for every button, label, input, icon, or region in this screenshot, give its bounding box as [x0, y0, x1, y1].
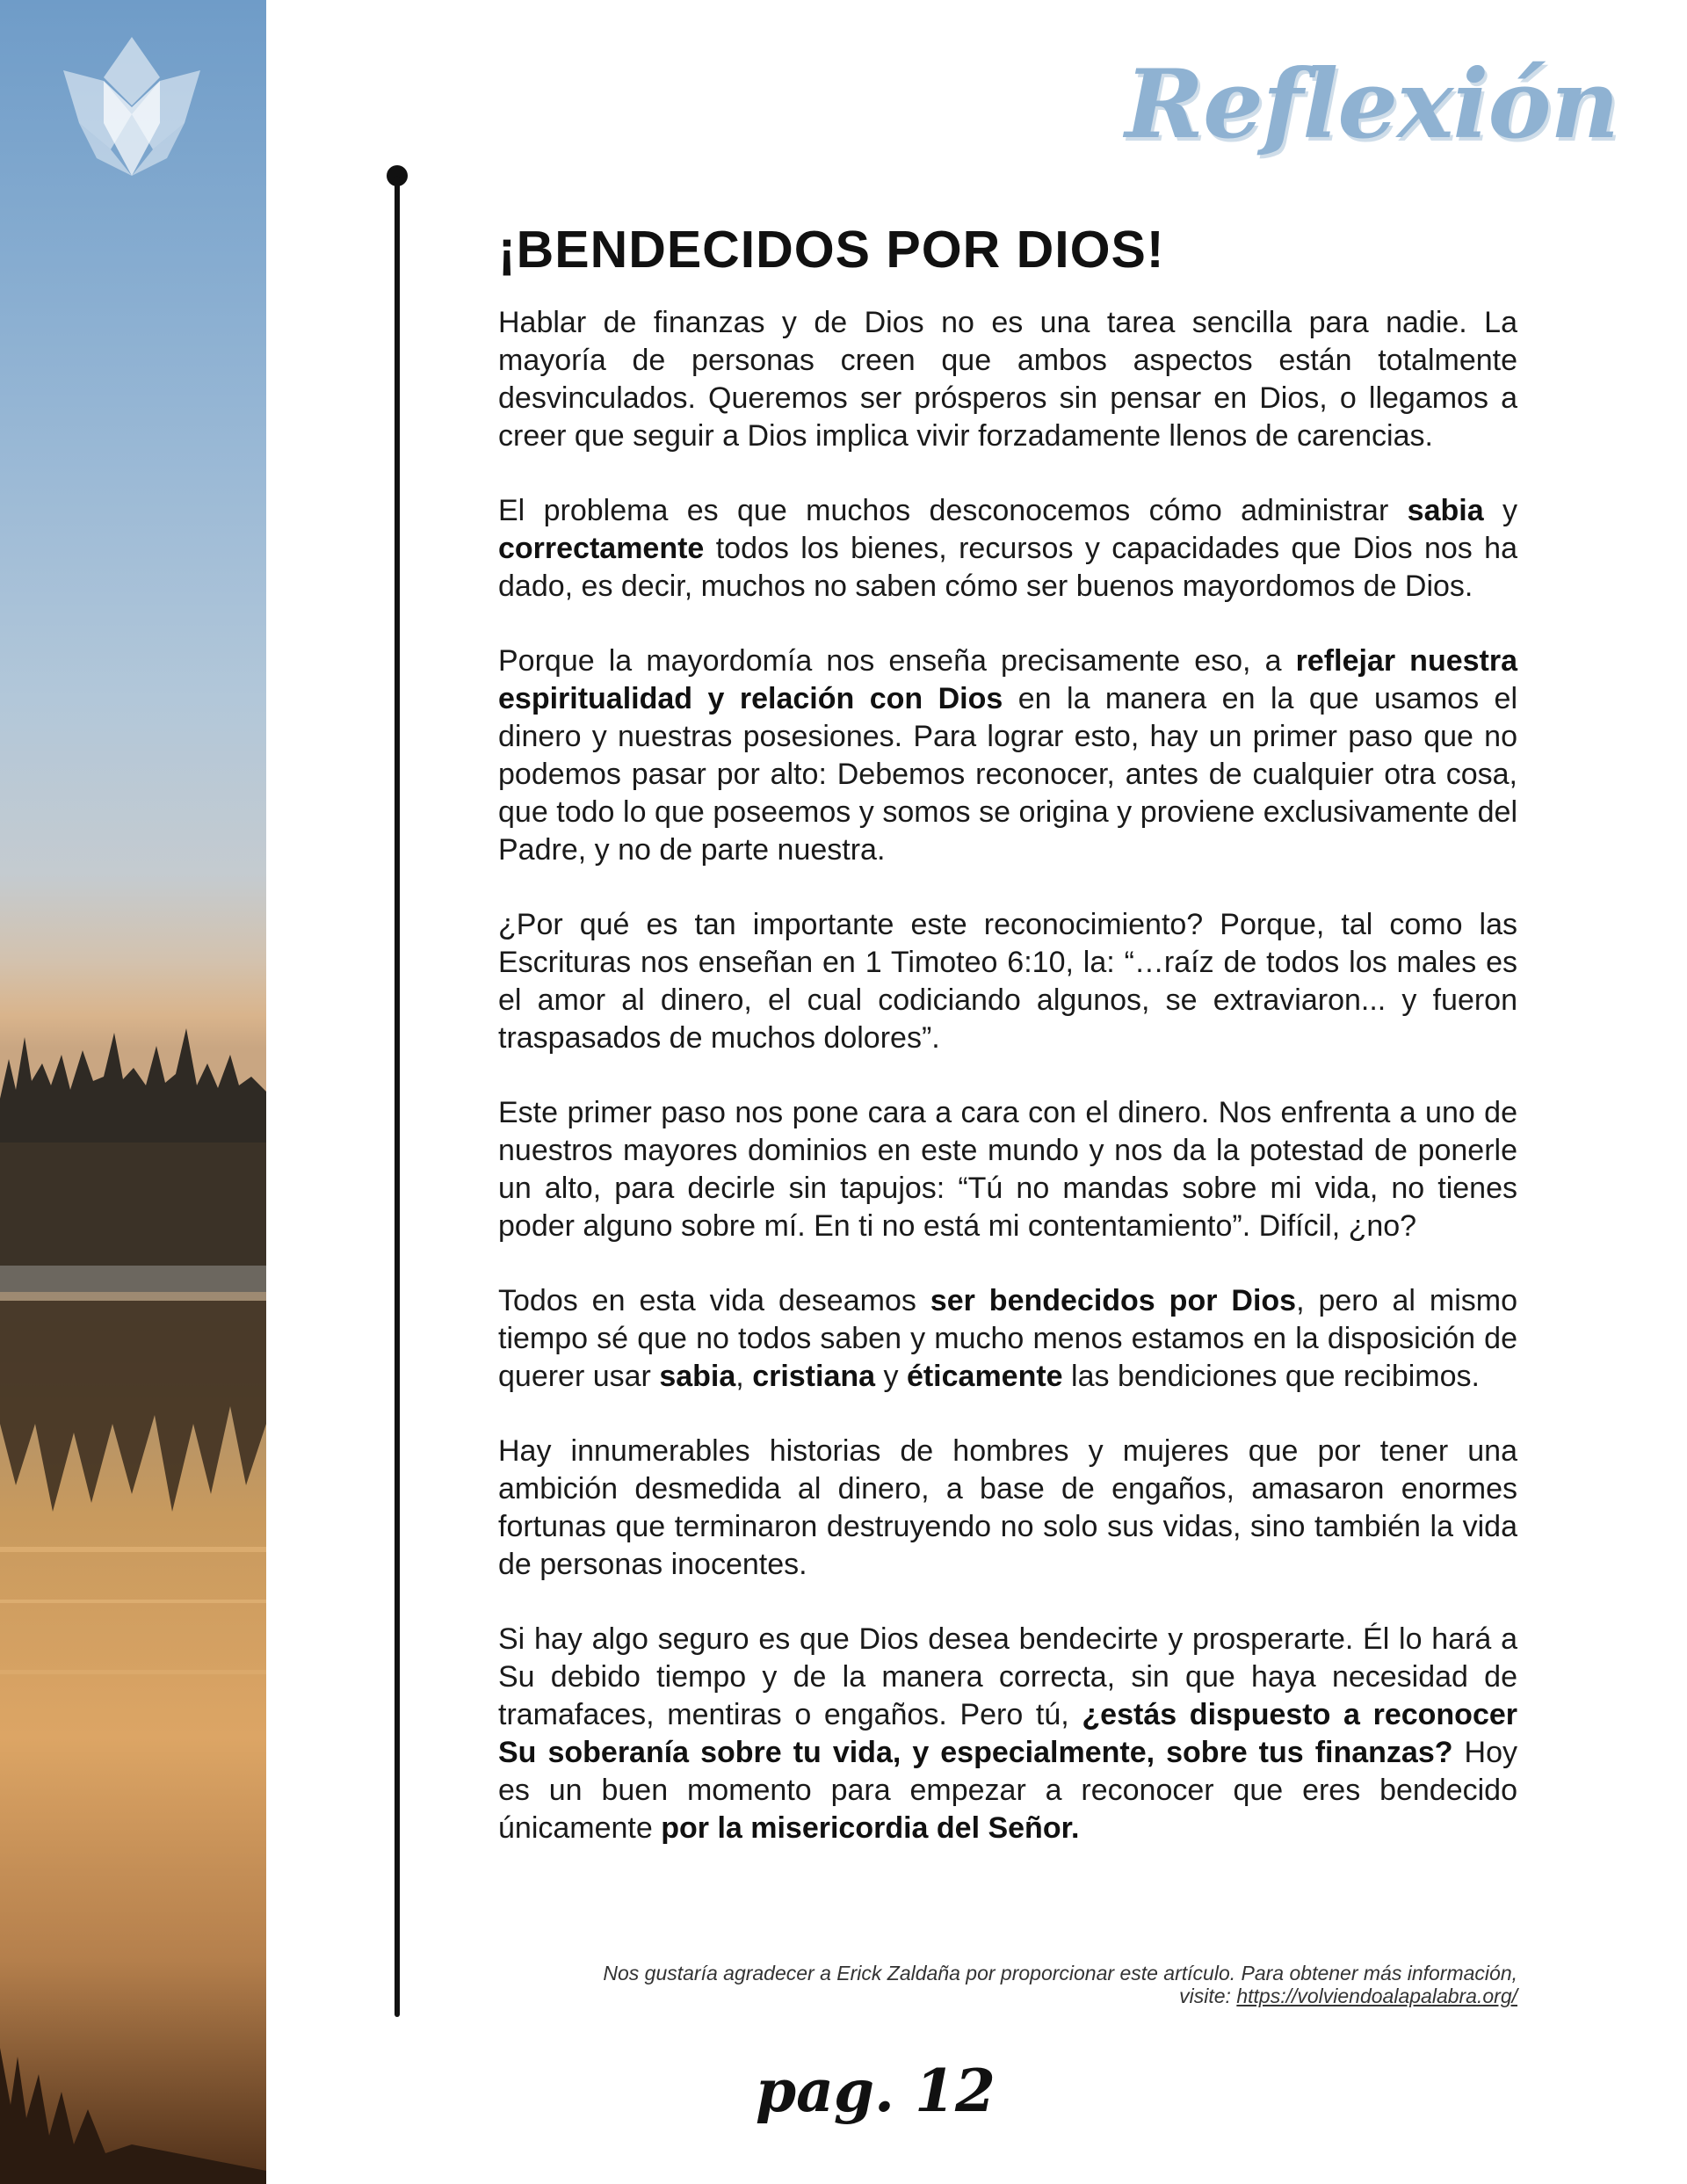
paragraph-text: Todos en esta vida deseamos	[498, 1284, 930, 1317]
article-paragraph	[498, 642, 1517, 869]
article	[498, 220, 1517, 1884]
paragraph-text: todos los bienes, recursos y capacidades que Dios nos ha dado, es decir, muchos no saben cómo ser buenos mayordomos de Dios.	[498, 532, 1517, 603]
paragraph-text: ,	[735, 1360, 753, 1393]
bold-text: ser bendecidos por Dios	[930, 1284, 1297, 1317]
article-title: ¡BENDECIDOS POR DIOS!	[498, 221, 1165, 279]
article-paragraph	[498, 1094, 1517, 1245]
paragraph-text: y	[1483, 494, 1518, 527]
paragraph-text: Porque la mayordomía nos enseña precisamente eso, a	[498, 644, 1296, 678]
paragraph-text: , pero al mismo tiempo sé que no todos saben y mucho menos estamos en la disposición de querer usar	[498, 1284, 1517, 1393]
paragraph-text: y	[875, 1360, 907, 1393]
page-number: pag. 12	[756, 2057, 996, 2125]
timeline-line	[395, 176, 400, 2017]
bold-text: sabia	[659, 1360, 736, 1393]
lotus-logo-icon	[62, 35, 202, 180]
side-landscape-photo	[0, 0, 266, 2184]
paragraph-text: en la manera en la que usamos el dinero y nuestras posesiones. Para lograr esto, hay un primer paso que no podemos pasar por alto: Debemos reconocer, antes de cualquier otra cosa, que todo lo que poseemos y somos se origina y proviene exclusivamente del Padre, y no de parte nuestra.	[498, 682, 1518, 867]
paragraph-text: Hablar de finanzas y de Dios no es una tarea sencilla para nadie. La mayoría de personas creen que ambos aspectos están totalmente desvinculados. Queremos ser prósperos sin pensar en Dios, o llegamos a creer que seguir a Dios implica vivir forzadamente llenos de carencias.	[498, 306, 1517, 453]
section-label: Reflexión	[1125, 49, 1618, 160]
credit-text: Nos gustaría agradecer a Erick Zaldaña por proporcionar este artículo. Para obtener más información, visite:	[603, 1962, 1517, 2007]
paragraph-text: las bendiciones que recibimos.	[1062, 1360, 1480, 1393]
article-credit	[551, 1962, 1517, 2007]
bold-text: éticamente	[906, 1360, 1063, 1393]
paragraph-text: Este primer paso nos pone cara a cara con el dinero. Nos enfrenta a uno de nuestros mayores dominios en este mundo y nos da la potestad de ponerle un alto, para decirle sin tapujos: “Tú no mandas sobre mi vida, no tienes poder alguno sobre mí. En ti no está mi contentamiento”. Difícil, ¿no?	[498, 1096, 1517, 1243]
paragraph-text: Si hay algo seguro es que Dios desea bendecirte y prosperarte. Él lo hará a Su debido tiempo y de la manera correcta, sin que haya necesidad de tramafaces, mentiras o engaños. Pero tú,	[498, 1622, 1517, 1731]
article-paragraph	[498, 304, 1517, 455]
paragraph-text: El problema es que muchos desconocemos cómo administrar	[498, 494, 1408, 527]
bold-text: por la misericordia del Señor.	[661, 1811, 1080, 1845]
bold-text: cristiana	[752, 1360, 876, 1393]
article-paragraph	[498, 1282, 1517, 1396]
article-body	[498, 304, 1517, 1847]
landscape-illustration	[0, 0, 266, 2184]
article-paragraph	[498, 492, 1517, 606]
bold-text: correctamente	[498, 532, 705, 565]
paragraph-text: ¿Por qué es tan importante este reconocimiento? Porque, tal como las Escrituras nos enseñan en 1 Timoteo 6:10, la: “…raíz de todos los males es el amor al dinero, el cual codiciando algunos, se extraviaron... y fueron traspasados de muchos dolores”.	[498, 908, 1517, 1055]
article-paragraph	[498, 1621, 1517, 1847]
bold-text: reflejar nuestra espiritualidad y relación con Dios	[498, 644, 1517, 715]
article-paragraph	[498, 906, 1517, 1057]
paragraph-text: Hay innumerables historias de hombres y mujeres que por tener una ambición desmedida al dinero, a base de engaños, amasaron enormes fortunas que terminaron destruyendo no solo sus vidas, sino también la vida de personas inocentes.	[498, 1434, 1517, 1581]
paragraph-text: Hoy es un buen momento para empezar a reconocer que eres bendecido únicamente	[498, 1736, 1517, 1845]
bold-text: sabia	[1407, 494, 1484, 527]
bold-text: ¿estás dispuesto a reconocer Su soberanía sobre tu vida, y especialmente, sobre tus finanzas?	[498, 1698, 1518, 1769]
credit-link[interactable]: https://volviendoalapalabra.org/	[1236, 1984, 1517, 2007]
article-paragraph	[498, 1433, 1517, 1584]
